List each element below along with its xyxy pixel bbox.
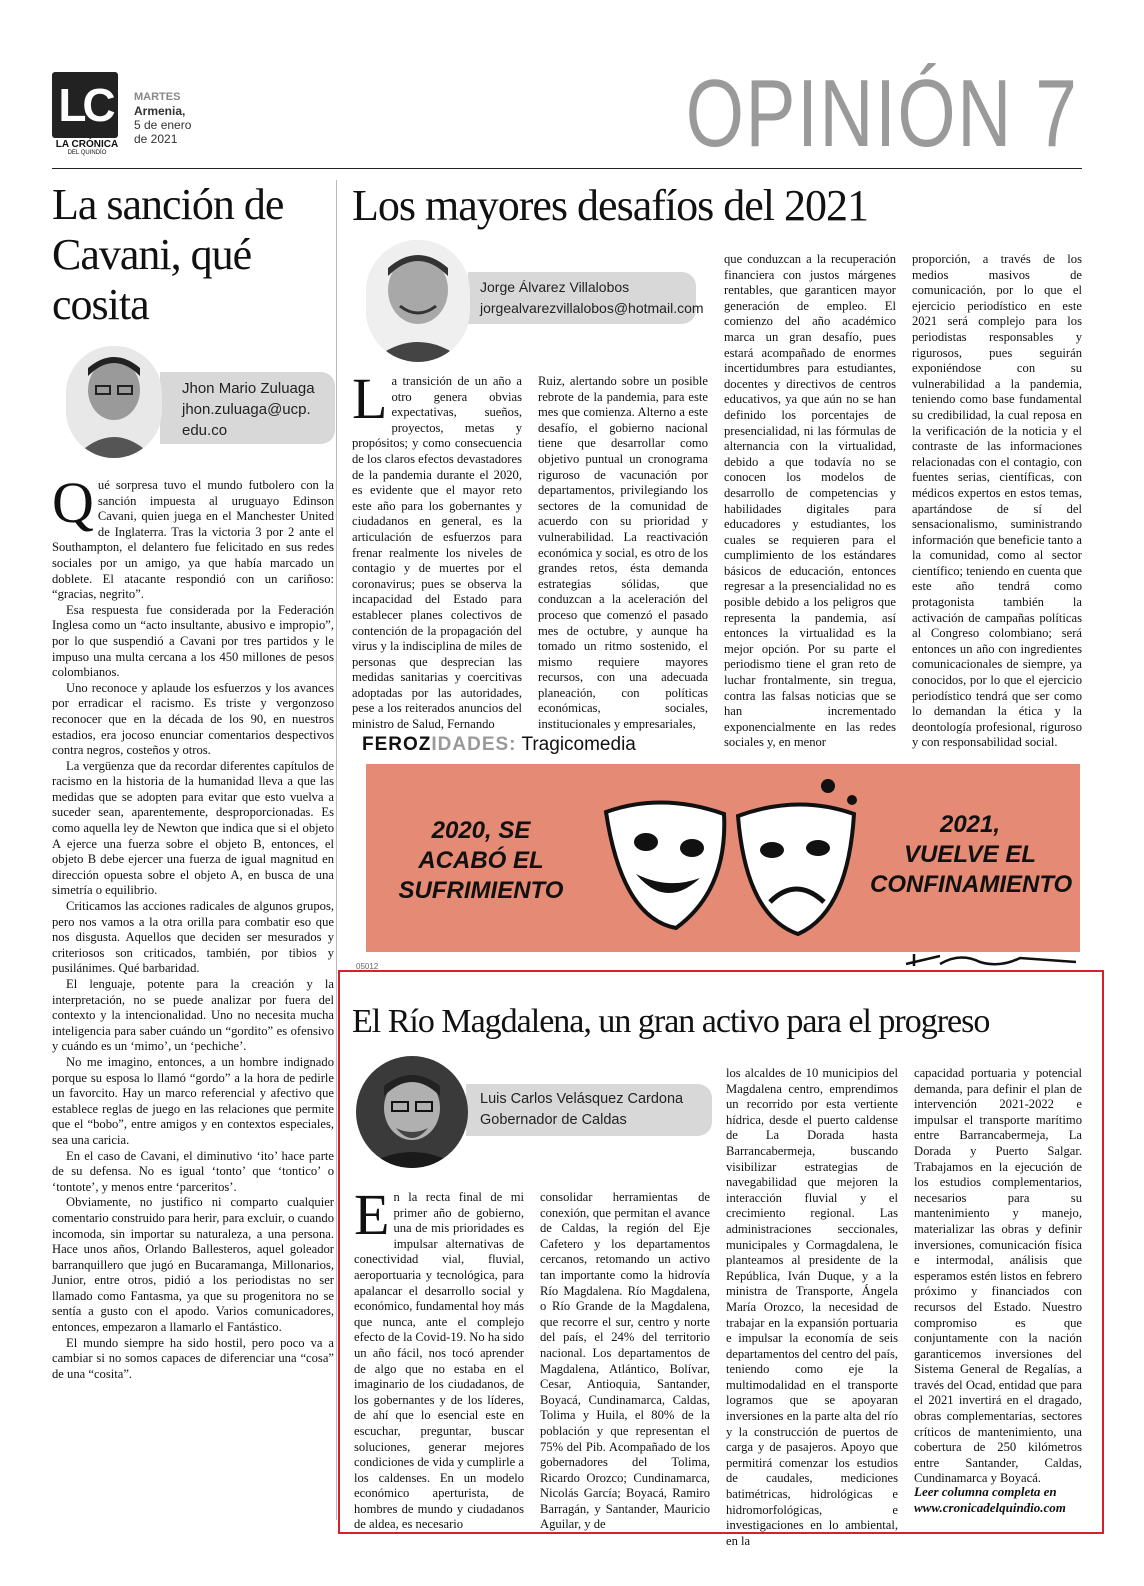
theater-masks-icon bbox=[592, 778, 868, 948]
top-dropcap: L bbox=[352, 366, 388, 431]
left-paragraph-7: No me imagino, entonces, a un hombre indignado porque su esposa lo llamó “gordo” a la hora de pedirle un favorcito. Hay un marco referencial y afectivo que establece reglas de juego en las relaciones que permite que el “bobo”, entre amigos y en contextos especiales, sea una caricia. bbox=[52, 1054, 334, 1147]
cartoon-series-bold: FEROZ bbox=[362, 734, 432, 755]
top-article-col-4 bbox=[912, 252, 1082, 751]
top-col-4-text: proporción, a través de los medios masivos de comunicación, por lo que el ejercicio periodístico en este 2021 será complejo para los periodistas responsables y rigurosos, pues seguirán exponiéndose con su vulnerabilidad a la pandemia, teniendo como base fundamental su credibilidad, la cual reposa en la verificación de la noticia y el contraste de las informaciones relacionadas con el contagio, con fuentes serias, científicas, con médicos expertos en estos temas, apartándose de sí del sensacionalismo, suministrando información que beneficie tanto a la comunidad, como al sector científico; teniendo en cuenta que este año tendrá como protagonista también la activación de campañas políticas al Congreso colombiano; será entonces un año con ingredientes comunicacionales de siempre, ya conocidos, por lo que el ejercicio periodístico tendrá que ser como lo demandan la ética y la deontología profesional, riguroso y con responsabilidad social. bbox=[912, 252, 1082, 750]
cartoon-left-line-3: SUFRIMIENTO bbox=[398, 877, 564, 904]
cartoon-series-light: IDADES: bbox=[431, 734, 517, 755]
top-author-email: jorgealvarezvillalobos@hotmail.com bbox=[480, 300, 704, 316]
bottom-author-photo bbox=[356, 1056, 468, 1168]
dateline bbox=[134, 90, 191, 146]
bottom-author-byline bbox=[466, 1084, 712, 1136]
header-rule bbox=[52, 168, 1082, 169]
cartoon-title bbox=[362, 734, 636, 756]
column-divider bbox=[336, 180, 337, 1520]
left-article-headline: La sanción de Cavani, qué cosita bbox=[52, 180, 284, 329]
top-col-2-text: Ruiz, alertando sobre un posible rebrote de la pandemia, para este mes que comienza. Alterno a este desafío, el gobierno nacional tiene que desarrollar como objetivo puntual un cronograma riguroso de vacunación por departamentos, privilegiando los sectores de la comunidad de acuerdo con su prioridad y vulnerabilidad. La reactivación económica y social, es otro de los grandes retos, ésta demanda estrategias sólidas, que conduzcan a la aceleración del proceso que comenzó el pasado mes de octubre, y aunque ha tomado un ritmo sostenido, el mismo requiere mayores recursos, con una adecuada planeación, con políticas económicas, sociales, institucionales y empresariales, bbox=[538, 374, 708, 732]
bottom-col-3-text: los alcaldes de 10 municipios del Magdalena centro, emprendimos un recorrido por esta vertiente hídrica, desde el puerto caldense de La Dorada hasta Barrancabermeja, buscando visibilizar estrategias de navegabilidad que mejoren la interacción fluvial y el crecimiento regional. Las administraciones seccionales, municipales y Cormagdalena, le planteamos al presidente de la República, Iván Duque, y a la ministra de Transporte, Ángela María Orozco, la necesidad de trabajar en la expansión portuaria e impulsar la economía de seis departamentos del centro del país, teniendo como eje la multimodalidad en el transporte logramos que se apoyaran inversiones en la parte alta del río y la construcción de puertos de carga y de pasajeros. Apoyo que permitirá comenzar los estudios de caudales, mediciones batimétricas, hidrológicas e hidromorfológicas, e investigaciones en lo ambiental, en la bbox=[726, 1066, 898, 1548]
top-col-3-text: que conduzcan a la recuperación financiera con justos márgenes rentables, que garanticen mayor generación de empleo. El comienzo del año académico marca un gran desafío, pues estará acompañado de enormes incertidumbres para estudiantes, docentes y directivos de centros educativos, ya que aún no se han definido los porcentajes de presencialidad, ni las fórmulas de alternancia con la virtualidad, debido a que todavía no se conocen los modelos de desarrollo de competencias y habilidades digitales para educadores y estudiantes, los cuales se requieren para el cumplimiento de los estándares básicos de educación, entonces regresar a la presencialidad no es posible debido a los peligros que representa la pandemia, así entonces la virtualidad es la mejor opción. Por su parte el periodismo tiene el gran reto de luchar frontalmente, sin tregua, contra las falsas noticias que se han incrementado exponencialmente en las redes sociales y, en menor bbox=[724, 252, 896, 750]
left-paragraph-2: Esa respuesta fue considerada por la Federación Inglesa como un “acto insultante, abusivo e impropio”, por lo que suspendió a Cavani por tres partidos y le impuso una multa cercana a los 450 millones de pesos colombianos. bbox=[52, 602, 334, 680]
top-col-1-text: a transición de un año a otro genera obvias expectativas, sueños, proyectos, metas y propósitos; y como consecuencia de los claros efectos devastadores de la pandemia durante el 2020, es evidente que el mayor reto este año para los gobernantes y ciudadanos en general, es la articulación de esfuerzos para frenar realmente los niveles de contagio y de muertes por el coronavirus; pues se observa la incapacidad del Estado para establecer planes colectivos de contención de la propagación del virus y la indisciplina de miles de personas que desprecian las medidas sanitarias y coercitivas adoptadas por las autoridades, pese a los reiterados anuncios del ministro de Salud, Fernando bbox=[352, 374, 522, 732]
bottom-article-col-1 bbox=[354, 1182, 524, 1533]
cartoon-right-line-3: CONFINAMIENTO bbox=[870, 871, 1073, 898]
cartoon-left-line-2: ACABÓ EL bbox=[418, 847, 544, 874]
left-author-photo bbox=[66, 346, 162, 458]
left-paragraph-10: El mundo siempre ha sido hostil, pero poco va a cambiar si no somos capaces de diferenciar una “cosa” de una “cosita”. bbox=[52, 1335, 334, 1381]
bottom-article-col-2 bbox=[540, 1190, 710, 1533]
cartoon-right-line-1: 2021, bbox=[939, 811, 1001, 838]
left-author-byline bbox=[160, 372, 335, 444]
read-more-link[interactable]: www.cronicadelquindio.com bbox=[914, 1500, 1066, 1515]
logo-name: LA CRÓNICA bbox=[55, 139, 119, 150]
cartoon-right-line-2: VUELVE EL bbox=[903, 841, 1037, 868]
person-silhouette-icon bbox=[366, 240, 470, 362]
read-more-label: Leer columna completa en bbox=[914, 1484, 1057, 1499]
bottom-col-2-text: consolidar herramientas de conexión, que permitan el avance de Caldas, la región del Eje Cafetero y los departamentos cercanos, retomando un activo tan importante como la hidrovía Río Magdalena. Río Magdalena, o Río Grande de la Magdalena, que recorre el sur, centro y norte del país, el 24% del territorio nacional. Los departamentos de Magdalena, Atlántico, Bolívar, Cesar, Antioquia, Santander, Boyacá, Cundinamarca, Caldas, Tolima y Huila, el 80% de la población y que representan el 75% del Pib. Acompañado de los gobernadores del Tolima, Ricardo Orozco; Cundinamarca, Nicolás García; Boyacá, Ramiro Barragán, y Santander, Mauricio Aguilar, y de bbox=[540, 1190, 710, 1532]
left-dropcap: Q bbox=[52, 470, 94, 535]
top-article-col-1 bbox=[352, 366, 522, 733]
dateline-city: Armenia, bbox=[134, 104, 186, 118]
left-author-email-1: jhon.zuluaga@ucp. bbox=[182, 401, 311, 418]
left-paragraph-5: Criticamos las acciones radicales de algunos grupos, pero nos vamos a la otra orilla para combatir eso que nos disgusta. Aquellos que deciden ser mesurados y criteriosos son criticados, también, por tibios y pusilánimes. Qué barbaridad. bbox=[52, 899, 334, 976]
left-article-body bbox=[52, 470, 334, 1382]
cartoonist-signature-icon bbox=[900, 950, 1080, 970]
bottom-article-col-4 bbox=[914, 1066, 1082, 1487]
top-author-byline bbox=[468, 272, 704, 324]
dateline-date-2: de 2021 bbox=[134, 132, 178, 146]
read-more-note bbox=[914, 1484, 1084, 1516]
cartoon-right-text bbox=[870, 810, 1073, 900]
left-paragraph-3: Uno reconoce y aplaude los esfuerzos y los avances por erradicar el racismo. Es triste y vergonzoso reconocer que en la década de los 90, en nuestros estadios, era jocoso enunciar comentarios despectivos contra negros, costeños y otros. bbox=[52, 680, 334, 758]
bottom-dropcap: E bbox=[354, 1182, 390, 1247]
cartoon-credit: 05012 bbox=[356, 962, 379, 971]
top-article-col-2 bbox=[538, 374, 708, 733]
logo-subname: DEL QUINDÍO bbox=[67, 150, 107, 156]
top-author-name: Jorge Álvarez Villalobos bbox=[480, 279, 630, 295]
bottom-col-4-text: capacidad portuaria y potencial demanda, para definir el plan de intervención 2021-2022 e impulsar el transporte marítimo entre Barrancabermeja, La Dorada y Puerto Salgar. Trabajamos en la ejecución de los estudios complementarios, necesarios para su mantenimiento y manejo, materializar las obras y definir inversiones, comunicación física e intermodal, análisis que esperamos estén listos en febrero próximo y financiados con recursos del Estado. Nuestro compromiso es que conjuntamente con la nación garanticemos inversiones del Sistema General de Regalías, a través del Ocad, entidad que para el 2021 invertirá en el dragado, obras complementarias, sectores críticos de mantenimiento, una cobertura de 250 kilómetros entre Santander, Caldas, Cundinamarca y Boyacá. bbox=[914, 1066, 1082, 1486]
bottom-author-title: Gobernador de Caldas bbox=[480, 1112, 627, 1128]
bottom-author-name: Luis Carlos Velásquez Cardona bbox=[480, 1091, 684, 1107]
left-paragraph-1: ué sorpresa tuvo el mundo futbolero con la sanción impuesta al uruguayo Edinson Cavani, quien juega en el Manchester United de Inglaterra. Tras la victoria 3 por 2 ante el Southampton, el delantero fue felicitado en sus redes sociales por un amigo, ya que había marcado un doblete. El atacante respondió con un cariñoso: “gracias, negrito”. bbox=[52, 478, 334, 602]
top-author-photo bbox=[366, 240, 470, 362]
top-article-col-3 bbox=[724, 252, 896, 751]
left-paragraph-9: Obviamente, no justifico ni comparto cualquier comentario construido para herir, para excluir, o cuando incomoda, sin importar su naturaleza, a una persona. Hace unos años, Orlando Ballesteros, aquel goleador barranquillero que jugó en Bucaramanga, Millonarios, Junior, entre otros, pidió a los periodistas no ser llamado como Fantasma, ya que su progenitora no se sentía a gusto con el apodo. Varios comunicadores, entonces, empezaron a llamarlo el Fantástico. bbox=[52, 1195, 334, 1335]
section-title: OPINIÓN 7 bbox=[685, 60, 1078, 167]
bottom-article-headline: El Río Magdalena, un gran activo para el progreso bbox=[352, 1003, 990, 1040]
bottom-col-1-text: n la recta final de mi primer año de gobierno, una de mis prioridades es impulsar alternativas de conectividad vial, fluvial, aeroportuaria y tecnológica, para apalancar el desarrollo social y económico, fundamental hoy más que nunca, ante el complejo efecto de la Covid-19. No ha sido un año fácil, nos tocó aprender de algo que no estaba en el imaginario de los ciudadanos, de los gobernantes y de los líderes, de ahí que lo esencial este en escuchar, preguntar, buscar soluciones, generar mejores condiciones de vida y cumplirle a los caldenses. En un modelo económico aperturista, de hombres de mundo y ciudadanos de aldea, es necesario bbox=[354, 1190, 524, 1532]
left-paragraph-6: El lenguaje, potente para la creación y la interpretación, no se puede analizar por fuera del contexto y la intencionalidad. Uno no necesita mucha inteligencia para saber cuándo un “gordito” es ofensivo y cuándo es un ‘mimo’, un ‘pechiche’. bbox=[52, 977, 334, 1054]
dateline-date-1: 5 de enero bbox=[134, 118, 192, 132]
cartoon-left-text bbox=[386, 816, 576, 906]
person-silhouette-icon bbox=[356, 1056, 468, 1168]
left-paragraph-4: La vergüenza que da recordar diferentes capítulos de racismo en la historia de la humanidad lleva a que las medidas que se adopten para evitar que esto vuelva a suceder sean, aparentemente, desproporcionadas. Es como aquella ley de Newton que indica que si el objeto A ejerce una fuerza sobre el objeto B, entonces, el objeto B debe ejercer una fuerza de igual magnitud en dirección opuesta sobre el objeto A, en busca de una simetría o equilibrio. bbox=[52, 758, 334, 898]
bottom-article-col-3 bbox=[726, 1066, 898, 1549]
left-paragraph-8: En el caso de Cavani, el diminutivo ‘ito’ hace parte de su defensa. No es igual ‘tonto’ que ‘tontico’ o ‘tontote’, y menos entre ‘parceritos’. bbox=[52, 1148, 334, 1194]
top-article-headline: Los mayores desafíos del 2021 bbox=[352, 181, 868, 230]
cartoon-name: Tragicomedia bbox=[521, 734, 636, 755]
newspaper-logo: LC bbox=[52, 72, 118, 138]
left-author-name: Jhon Mario Zuluaga bbox=[182, 380, 315, 397]
person-silhouette-icon bbox=[66, 346, 162, 458]
cartoon-panel bbox=[366, 764, 1080, 952]
left-author-email-2: edu.co bbox=[182, 422, 228, 439]
dateline-day: MARTES bbox=[134, 91, 181, 103]
cartoon-left-line-1: 2020, SE bbox=[431, 817, 531, 844]
